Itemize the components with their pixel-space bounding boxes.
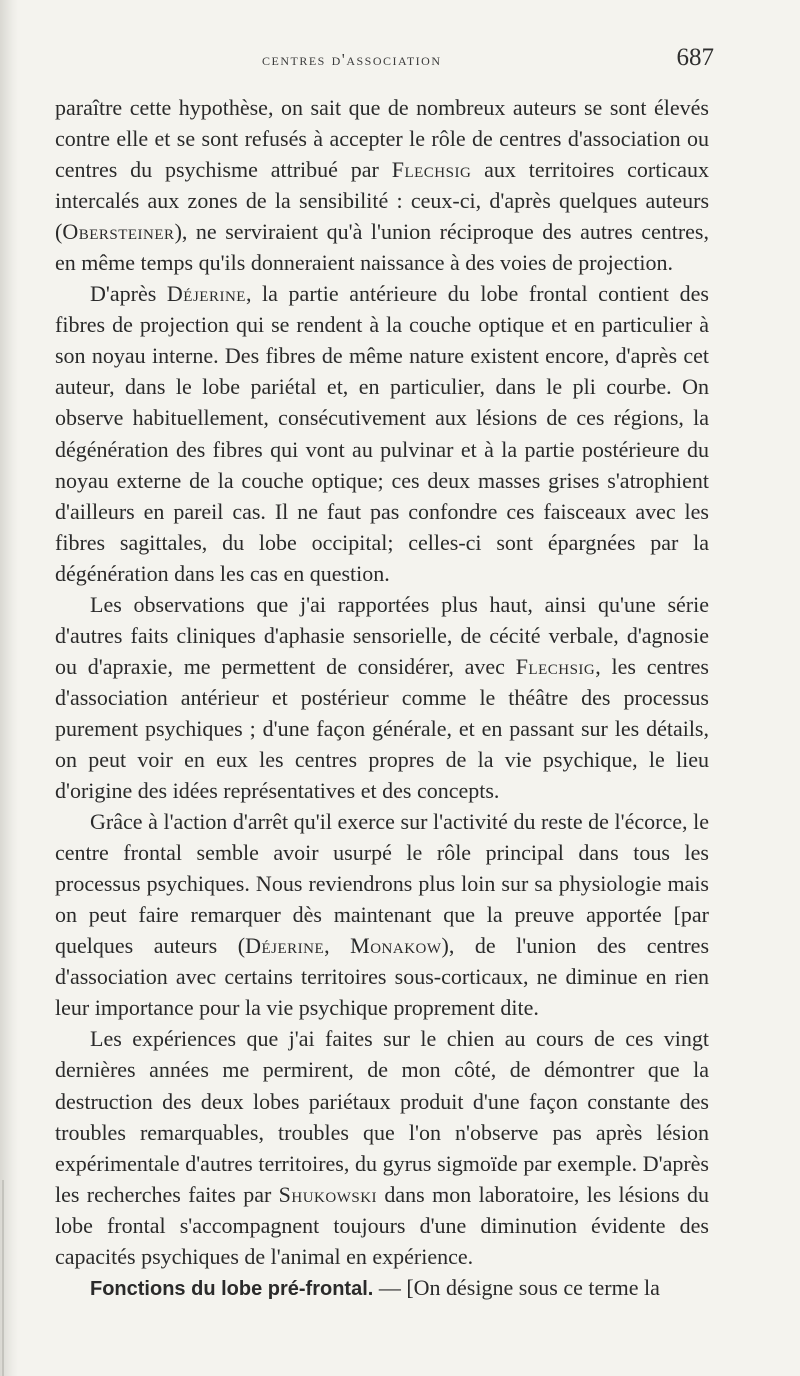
body-text [55, 92, 709, 1305]
paragraph-3 [55, 589, 709, 806]
text-run: paraître cette hypothèse, on sait que de nombreux auteurs se sont élevés contre elle et se sont refusés à accepter le rôle de centres d'association ou centres du psychisme attribué par [55, 95, 709, 183]
section-heading: Fonctions du lobe pré-frontal. [90, 1277, 374, 1300]
paragraph-1 [55, 92, 709, 278]
author-name: Shukowski [278, 1181, 378, 1207]
page-edge-shadow [0, 0, 18, 1376]
text-run: Grâce à l'action d'arrêt qu'il exerce sur l'activité du reste de l'écorce, le centre frontal semble avoir usurpé le rôle principal dans tous les processus psychiques. Nous reviendrons plus loin sur sa physiologie mais on peut faire remarquer dès maintenant que la preuve apportée [par quelques auteurs ( [55, 809, 709, 959]
paragraph-5 [55, 1023, 709, 1271]
text-run: , [324, 933, 351, 959]
author-name: Déjerine [166, 281, 246, 307]
text-run: , les centres d'association antérieur et postérieur comme le théâtre des processus purement psychiques ; d'une façon générale, et en passant sur les détails, on peut voir en eux les centres propres de la vie psychique, le lieu d'origine des idées représentatives et des concepts. [55, 653, 709, 804]
author-name: Déjerine [245, 933, 325, 959]
text-run: — [On désigne sous ce terme la [373, 1274, 660, 1300]
text-run: Les observations que j'ai rapportées plus haut, ainsi qu'une série d'autres faits cliniques d'aphasie sensorielle, de cécité verbale, d'agnosie ou d'apraxie, me permettent de considérer, avec [55, 591, 709, 679]
text-run: Les expériences que j'ai faites sur le chien au cours de ces vingt dernières années me permirent, de mon côté, de démontrer que la destruction des deux lobes pariétaux produit d'une façon constante des troubles remarquables, troubles que l'on n'observe pas après lésion expérimentale d'autres territoires, du gyrus sigmoïde par exemple. D'après les recherches faites par [55, 1026, 709, 1207]
text-run: , la partie antérieure du lobe frontal contient des fibres de projection qui se rendent à la couche optique et en particulier à son noyau interne. Des fibres de même nature existent encore, d'après cet auteur, dans le lobe pariétal et, en particulier, dans le pli courbe. On observe habituellement, consécutivement aux lésions de ces régions, la dégénération des fibres qui vont au pulvinar et à la partie postérieure du noyau externe de la couche optique; ces deux masses grises s'atrophient d'ailleurs en pareil cas. Il ne faut pas confondre ces faisceaux avec les fibres sagittales, du lobe occipital; celles-ci sont épargnées par la dégénération dans les cas en question. [55, 281, 709, 586]
text-run: dans mon laboratoire, les lésions du lobe frontal s'accompagnent toujours d'une diminution évidente des capacités psychiques de l'animal en expérience. [55, 1181, 709, 1269]
page-number: 687 [676, 44, 714, 71]
text-run: aux territoires corticaux intercalés aux zones de la sensibilité : ceux-ci, d'après quelques auteurs ( [55, 157, 709, 245]
paragraph-4 [55, 806, 709, 1023]
page-header [262, 44, 714, 84]
author-name: Obersteiner [62, 219, 175, 245]
page-fold-line [2, 1180, 4, 1376]
author-name: Flechsig [515, 653, 596, 679]
paragraph-6 [55, 1272, 709, 1305]
paragraph-2 [55, 278, 709, 588]
text-run: D'après [90, 281, 167, 307]
running-head: centres d'association [262, 50, 442, 69]
text-run: ), de l'union des centres d'association avec certains territoires sous-corticaux, ne diminue en rien leur importance pour la vie psychique proprement dite. [55, 933, 709, 1021]
author-name: Flechsig [391, 157, 472, 183]
text-run: ), ne serviraient qu'à l'union réciproque des autres centres, en même temps qu'ils donneraient naissance à des voies de projection. [55, 219, 709, 276]
author-name: Monakow [350, 933, 442, 959]
